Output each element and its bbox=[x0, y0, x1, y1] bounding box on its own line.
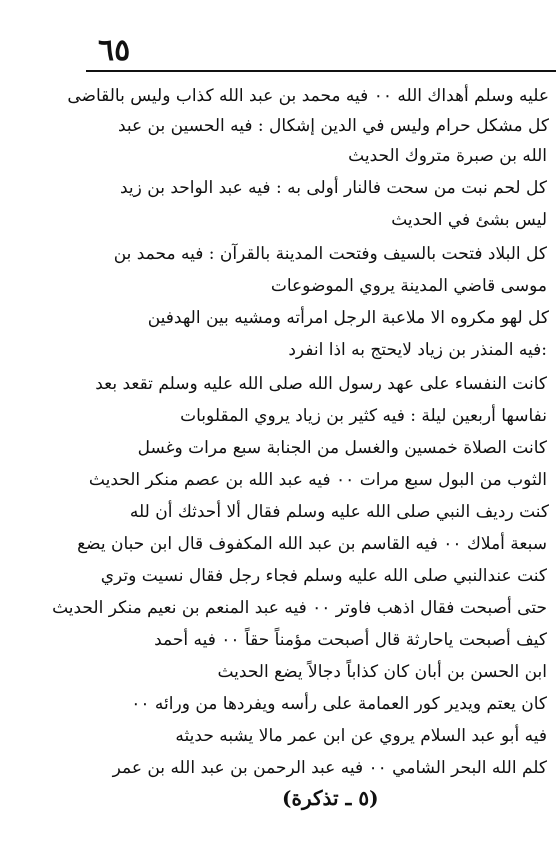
page-number: ٦٥ bbox=[98, 33, 131, 68]
text-line: كانت النفساء على عهد رسول الله صلى الله عليه وسلم تقعد بعد bbox=[95, 374, 547, 394]
text-line: الله بن صبرة متروك الحديث bbox=[348, 146, 547, 166]
text-line: كيف أصبحت ياحارثة قال أصبحت مؤمناً حقاً ‎٠٠‎ فيه أحمد bbox=[154, 630, 547, 650]
text-line: كل مشكل حرام وليس في الدين إشكال : فيه الحسين بن عبد bbox=[117, 116, 549, 136]
text-line: ليس بشئ في الحديث bbox=[391, 210, 547, 230]
text-line: كلم الله البحر الشامي ‎٠٠‎ فيه عبد الرحمن بن عبد الله بن عمر bbox=[112, 758, 547, 778]
text-line: كنت عندالنبي صلى الله عليه وسلم فجاء رجل فقال نسيت وتري bbox=[100, 566, 547, 586]
text-line: ابن الحسن بن أبان كان كذاباً دجالاً يضع الحديث bbox=[217, 662, 547, 682]
text-line: نفاسها أربعين ليلة : فيه كثير بن زياد يروي المقلوبات bbox=[180, 406, 547, 426]
text-line: حتى أصبحت فقال اذهب فاوتر ‎٠٠‎ فيه عبد المنعم بن نعيم منكر الحديث bbox=[52, 598, 547, 618]
text-line: سبعة أملاك ‎٠٠‎ فيه القاسم بن عبد الله المكفوف قال ابن حبان يضع bbox=[77, 534, 547, 554]
text-line: فيه أبو عبد السلام يروي عن ابن عمر مالا يشبه حديثه bbox=[175, 726, 547, 746]
text-line: :فيه المنذر بن زياد لايحتج به اذا انفرد bbox=[288, 340, 547, 360]
text-line: عليه وسلم أهداك الله ‎٠٠‎ فيه محمد بن عبد الله كذاب وليس بالقاضى bbox=[67, 86, 549, 106]
text-line: كنت رديف النبي صلى الله عليه وسلم فقال ألا أحدثك أن لله bbox=[129, 502, 549, 522]
text-line: الثوب من البول سبع مرات ‎٠٠‎ فيه عبد الله بن عصم منكر الحديث bbox=[88, 470, 547, 490]
text-line: كل لحم نبت من سحت فالنار أولى به : فيه عبد الواحد بن زيد bbox=[119, 178, 547, 198]
header-rule bbox=[86, 70, 556, 72]
text-line: كان يعتم ويدير كور العمامة على رأسه ويفردها من ورائه ‎٠٠ bbox=[131, 694, 547, 714]
text-line: كل لهو مكروه الا ملاعبة الرجل امرأته ومشيه بين الهدفين bbox=[147, 308, 549, 328]
footer-note: (٥ ـ تذكرة) bbox=[282, 786, 379, 810]
text-line: كانت الصلاة خمسين والغسل من الجنابة سبع مرات وغسل bbox=[137, 438, 547, 458]
text-line: كل البلاد فتحت بالسيف وفتحت المدينة بالقرآن : فيه محمد بن bbox=[113, 244, 547, 264]
text-line: موسى قاضي المدينة يروي الموضوعات bbox=[270, 276, 547, 296]
